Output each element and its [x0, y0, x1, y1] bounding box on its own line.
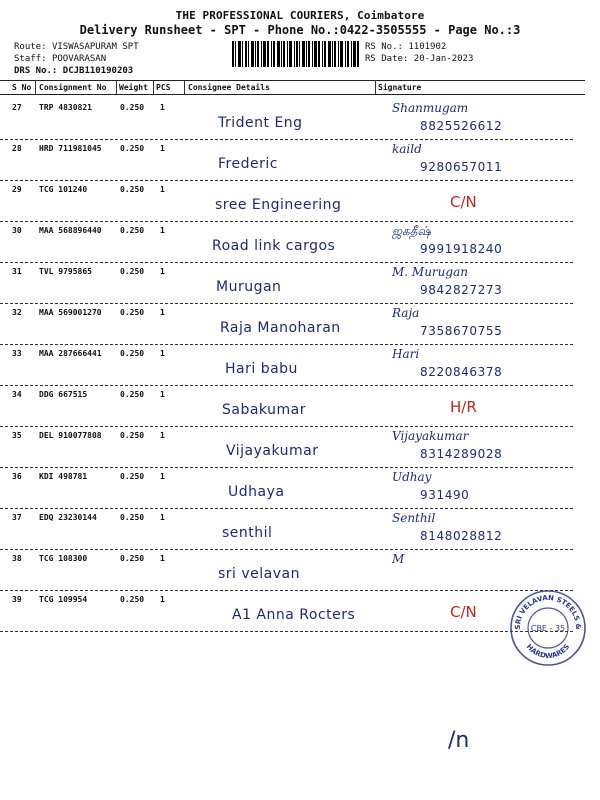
row-signature-phone-wrap: [420, 242, 502, 256]
row-consignment-no: DDG 667515: [39, 390, 88, 399]
row-weight: 0.250: [120, 513, 145, 522]
row-consignee-handwritten: A1 Anna Rocters: [232, 607, 356, 623]
rs-date-label: RS Date:: [365, 54, 409, 64]
table-row: [0, 468, 600, 509]
rs-no-label: RS No.:: [365, 42, 403, 52]
row-signature: Vijayakumar: [392, 429, 469, 443]
row-consignee-handwritten: Hari babu: [225, 361, 298, 377]
row-signature-phone: 8220846378: [420, 365, 503, 379]
barcode-image: [232, 41, 360, 67]
row-sno: 31: [12, 267, 22, 276]
col-consignee: Consignee Details: [188, 83, 270, 92]
row-consignee-handwritten: Udhaya: [228, 484, 285, 500]
row-sno: 36: [12, 472, 22, 481]
row-weight: 0.250: [120, 226, 145, 235]
staff-value: POOVARASAN: [51, 54, 107, 64]
stamp-top-text: SRI VELAVAN STEELS &: [513, 593, 583, 630]
row-sno: 33: [12, 349, 22, 358]
row-pcs: 1: [160, 103, 165, 112]
row-signature: Raja: [392, 306, 420, 320]
col-sno: S No: [12, 83, 32, 92]
col-consignment: Consignment No: [39, 83, 107, 92]
row-weight: 0.250: [120, 554, 145, 563]
row-signature: Senthil: [392, 511, 436, 525]
col-divider: [116, 80, 117, 94]
stamp-center-text: CBE - 35: [530, 624, 566, 633]
row-consignee-handwritten: Murugan: [216, 279, 282, 295]
row-signature: Udhay: [392, 470, 432, 484]
row-sno: 35: [12, 431, 22, 440]
company-title: THE PROFESSIONAL COURIERS, Coimbatore: [175, 9, 425, 22]
row-signature-phone-wrap: [420, 283, 502, 297]
drs-label: DRS No.:: [14, 66, 58, 76]
row-pcs: 1: [160, 595, 165, 604]
row-signature: ஜகதீஷ்: [392, 224, 431, 238]
col-divider: [375, 80, 376, 94]
row-divider: [0, 631, 573, 632]
row-pcs: 1: [160, 144, 165, 153]
row-pcs: 1: [160, 226, 165, 235]
drs-line: [14, 65, 133, 77]
table-row: [0, 222, 600, 263]
table-row: [0, 427, 600, 468]
row-consignment-no: EDQ 23230144: [39, 513, 97, 522]
row-pcs: 1: [160, 308, 165, 317]
row-sno: 37: [12, 513, 22, 522]
row-weight: 0.250: [120, 308, 145, 317]
row-signature-phone: 8314289028: [420, 447, 503, 461]
row-signature-phone-wrap: [420, 365, 502, 379]
row-consignee-handwritten: senthil: [222, 525, 273, 541]
row-consignment-no: MAA 569001270: [39, 308, 102, 317]
staff-label: Staff:: [14, 54, 47, 64]
row-sno: 34: [12, 390, 22, 399]
route-label: Route:: [14, 42, 47, 52]
row-consignee-handwritten: sree Engineering: [215, 197, 342, 213]
row-sno: 27: [12, 103, 22, 112]
row-consignee-handwritten: Raja Manoharan: [220, 320, 341, 336]
row-consignment-no: MAA 287666441: [39, 349, 102, 358]
row-signature-phone: 9842827273: [420, 283, 503, 297]
rs-date-line: [365, 53, 473, 65]
col-divider: [184, 80, 185, 94]
row-signature-phone: 9280657011: [420, 160, 503, 174]
row-signature: Hari: [392, 347, 420, 361]
row-sno: 39: [12, 595, 22, 604]
route-line: [14, 41, 139, 53]
row-consignment-no: TCG 108300: [39, 554, 88, 563]
row-weight: 0.250: [120, 472, 145, 481]
row-pcs: 1: [160, 513, 165, 522]
row-pcs: 1: [160, 267, 165, 276]
table-row: [0, 181, 600, 222]
row-pcs: 1: [160, 472, 165, 481]
row-signature-phone: 8825526612: [420, 119, 503, 133]
row-sno: 38: [12, 554, 22, 563]
row-sno: 28: [12, 144, 22, 153]
col-pcs: PCS: [156, 83, 171, 92]
row-pcs: 1: [160, 431, 165, 440]
row-consignee-handwritten: Sabakumar: [222, 402, 306, 418]
row-sno: 32: [12, 308, 22, 317]
row-signature-phone-wrap: [420, 529, 502, 543]
staff-line: [14, 53, 106, 65]
row-weight: 0.250: [120, 390, 145, 399]
row-weight: 0.250: [120, 349, 145, 358]
route-value: VISWASAPURAM SPT: [51, 42, 139, 52]
row-weight: 0.250: [120, 595, 145, 604]
row-signature: M: [392, 552, 405, 566]
row-sno: 29: [12, 185, 22, 194]
row-consignee-handwritten: Vijayakumar: [226, 443, 319, 459]
row-status-mark: C/N: [450, 193, 477, 211]
row-signature: kaild: [392, 142, 422, 156]
row-signature-phone: 8148028812: [420, 529, 503, 543]
row-signature: Shanmugam: [392, 101, 469, 115]
rs-no-value: 1101902: [408, 42, 447, 52]
footer-handwritten-mark: /n: [448, 728, 470, 753]
row-consignment-no: TCG 101240: [39, 185, 88, 194]
row-pcs: 1: [160, 185, 165, 194]
table-header: [0, 80, 600, 94]
row-signature-phone: 931490: [420, 488, 470, 502]
row-weight: 0.250: [120, 103, 145, 112]
row-status-mark: C/N: [450, 603, 477, 621]
rs-date-value: 20-Jan-2023: [413, 54, 474, 64]
table-row: [0, 140, 600, 181]
row-signature-phone: 9991918240: [420, 242, 503, 256]
row-signature-phone-wrap: [420, 447, 502, 461]
table-row: [0, 386, 600, 427]
table-row: [0, 550, 600, 591]
table-row: [0, 304, 600, 345]
row-consignment-no: DEL 910077808: [39, 431, 102, 440]
col-signature: Signature: [378, 83, 422, 92]
rs-info: [365, 41, 473, 65]
header-bottom-rule: [0, 94, 585, 95]
row-signature-phone: 7358670755: [420, 324, 503, 338]
row-consignee-handwritten: sri velavan: [218, 566, 300, 582]
table-row: [0, 345, 600, 386]
col-divider: [153, 80, 154, 94]
company-stamp: [508, 588, 588, 668]
drs-value: DCJB110190203: [62, 66, 134, 76]
row-consignee-handwritten: Trident Eng: [218, 115, 303, 131]
row-signature-phone-wrap: [420, 488, 469, 502]
row-weight: 0.250: [120, 267, 145, 276]
row-pcs: 1: [160, 554, 165, 563]
table-row: [0, 263, 600, 304]
table-row: [0, 509, 600, 550]
rs-no-line: [365, 41, 473, 53]
row-weight: 0.250: [120, 144, 145, 153]
table-row: [0, 99, 600, 140]
row-consignee-handwritten: Road link cargos: [212, 238, 336, 254]
row-consignee-handwritten: Frederic: [218, 156, 278, 172]
row-consignment-no: MAA 568896440: [39, 226, 102, 235]
row-weight: 0.250: [120, 185, 145, 194]
row-status-mark: H/R: [450, 398, 477, 416]
row-signature-phone-wrap: [420, 160, 502, 174]
row-consignment-no: TRP 4830821: [39, 103, 92, 112]
row-consignment-no: TCG 109954: [39, 595, 88, 604]
row-signature-phone-wrap: [420, 119, 502, 133]
row-consignment-no: HRD 711981045: [39, 144, 102, 153]
row-signature: M. Murugan: [392, 265, 468, 279]
row-consignment-no: KDI 498781: [39, 472, 88, 481]
row-consignment-no: TVL 9795865: [39, 267, 92, 276]
row-pcs: 1: [160, 349, 165, 358]
runsheet-subtitle: Delivery Runsheet - SPT - Phone No.:0422-3505555 - Page No.:3: [79, 23, 521, 37]
row-pcs: 1: [160, 390, 165, 399]
col-divider: [35, 80, 36, 94]
col-weight: Weight: [119, 83, 148, 92]
row-weight: 0.250: [120, 431, 145, 440]
row-signature-phone-wrap: [420, 324, 502, 338]
row-sno: 30: [12, 226, 22, 235]
stamp-bottom-text: HARDWARES: [524, 642, 572, 661]
